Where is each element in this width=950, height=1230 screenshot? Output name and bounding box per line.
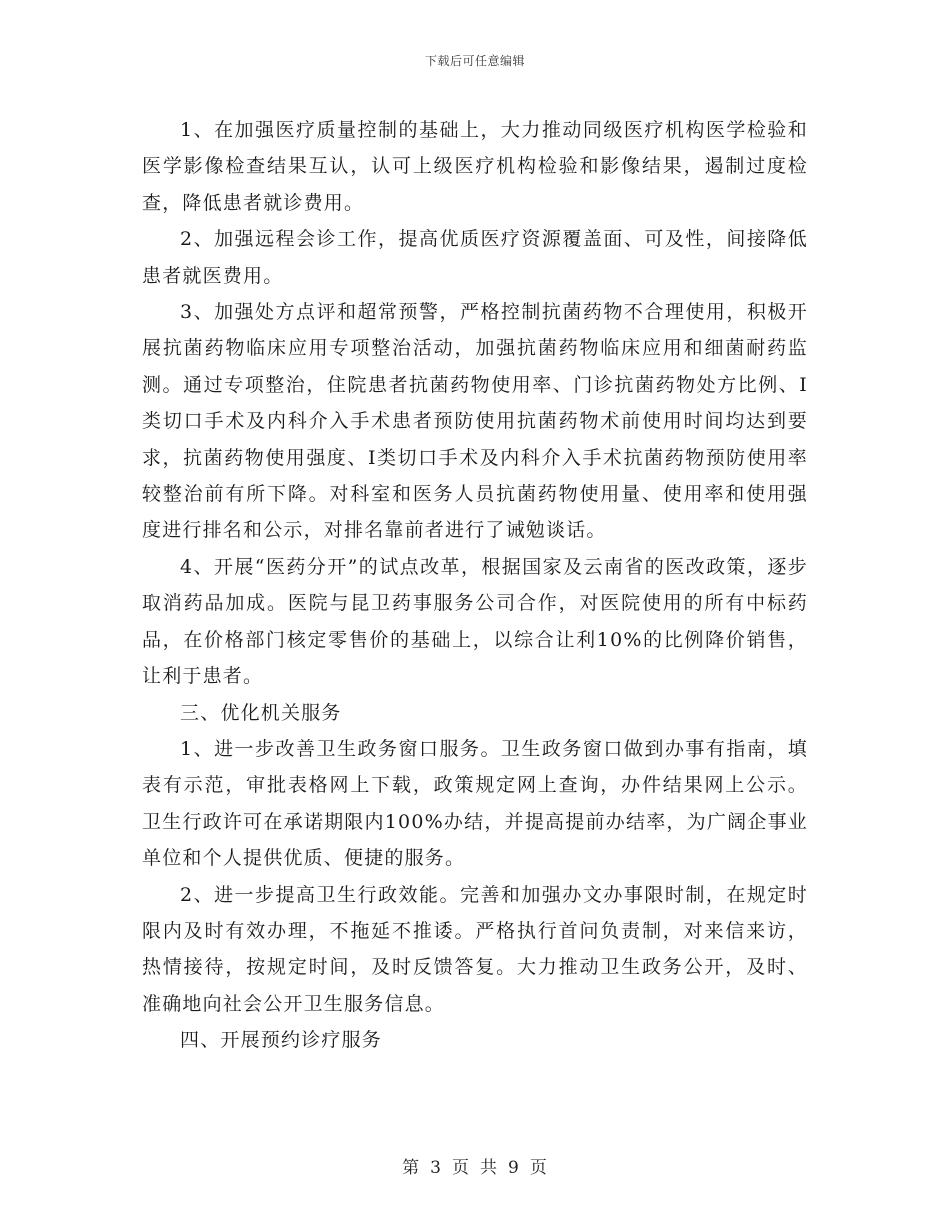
footer-prefix: 第	[402, 1158, 421, 1178]
footer-page-number: 3	[430, 1158, 442, 1178]
paragraph-3: 3、加强处方点评和超常预警，严格控制抗菌药物不合理使用，积极开展抗菌药物临床应用专项整治活动，加强抗菌药物临床应用和细菌耐药监测。通过专项整治，住院患者抗菌药物使用率、门诊抗菌药物处方比例、I类切口手术及内科介入手术患者预防使用抗菌药物术前使用时间均达到要求，抗菌药物使用强度、I类切口手术及内科介入手术抗菌药物预防使用率较整治前有所下降。对科室和医务人员抗菌药物使用量、使用率和使用强度进行排名和公示，对排名靠前者进行了诫勉谈话。	[142, 301, 808, 542]
section-heading-4: 四、开展预约诊疗服务	[180, 1029, 383, 1052]
footer-suffix: 页	[529, 1158, 548, 1178]
paragraph-5: 1、进一步改善卫生政务窗口服务。卫生政务窗口做到办事有指南，填表有示范，审批表格网上下载，政策规定网上查询，办件结果网上公示。卫生行政许可在承诺期限内100%办结，并提高提前办结率，为广阔企事业单位和个人提供优质、便捷的服务。	[142, 737, 808, 870]
section-heading-3: 三、优化机关服务	[180, 701, 342, 724]
paragraph-1: 1、在加强医疗质量控制的基础上，大力推动同级医疗机构医学检验和医学影像检查结果互认，认可上级医疗机构检验和影像结果，遏制过度检查，降低患者就诊费用。	[142, 119, 808, 214]
paragraph-4: 4、开展“医药分开”的试点改革，根据国家及云南省的医改政策，逐步取消药品加成。医院与昆卫药事服务公司合作，对医院使用的所有中标药品，在价格部门核定零售价的基础上，以综合让利10%的比例降价销售，让利于患者。	[142, 555, 808, 688]
paragraph-6: 2、进一步提高卫生行政效能。完善和加强办文办事限时制，在规定时限内及时有效办理，不拖延不推诿。严格执行首问负责制，对来信来访，热情接待，按规定时间，及时反馈答复。大力推动卫生政务公开，及时、准确地向社会公开卫生服务信息。	[142, 883, 808, 1015]
paragraph-2: 2、加强远程会诊工作，提高优质医疗资源覆盖面、可及性，间接降低患者就医费用。	[142, 228, 808, 287]
footer-of: 共	[480, 1158, 498, 1178]
footer-total-pages: 9	[508, 1158, 520, 1178]
footer-page-word: 页	[452, 1158, 470, 1178]
page-footer	[0, 1153, 950, 1178]
document-body	[142, 112, 808, 1059]
page-header: 下载后可任意编辑	[424, 54, 525, 68]
